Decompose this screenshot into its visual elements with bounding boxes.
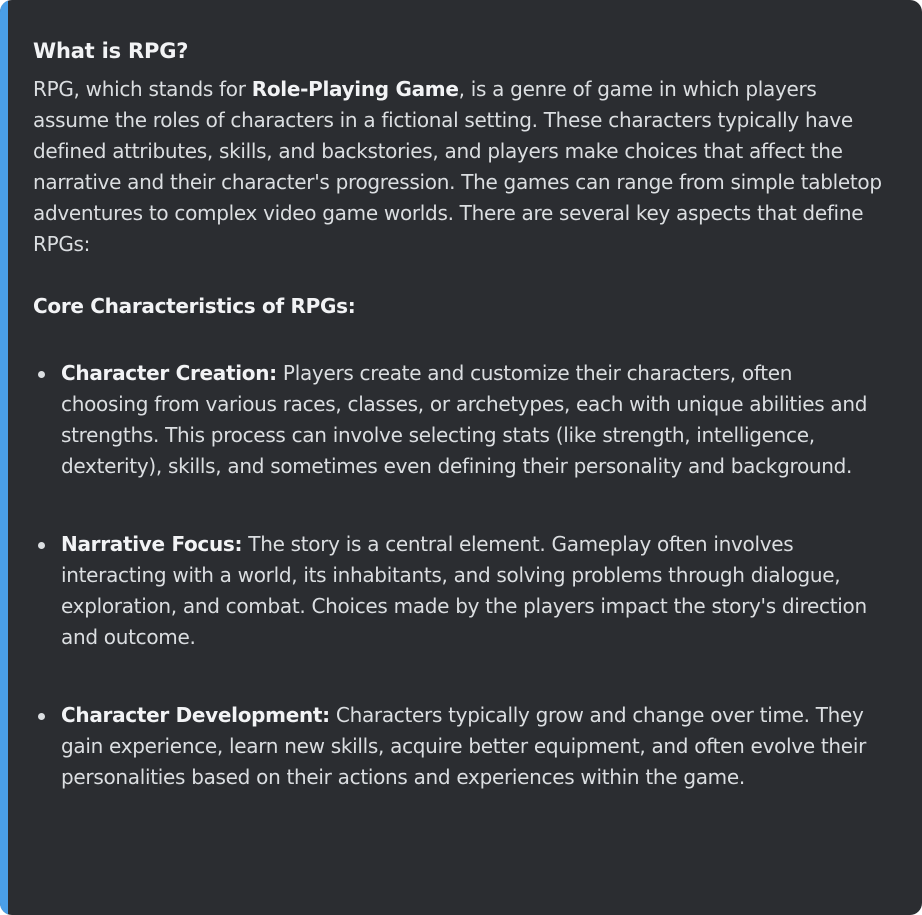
bullet-icon xyxy=(38,542,45,549)
embed-title: What is RPG? xyxy=(33,39,189,63)
list-item xyxy=(33,529,883,653)
list-item-text: The story is a central element. Gameplay often involves interacting with a world, its inhabitants, and solving problems through dialogue, exploration, and combat. Choices made by the players impact the story's direction and outcome. xyxy=(61,532,867,649)
characteristics-list xyxy=(33,358,883,793)
intro-paragraph xyxy=(33,74,883,260)
section-subheading: Core Characteristics of RPGs: xyxy=(33,294,356,318)
list-item-title: Character Development: xyxy=(61,703,330,727)
embed-content xyxy=(33,36,883,793)
list-item-title: Character Creation: xyxy=(61,361,277,385)
list-item-text: Characters typically grow and change over time. They gain experience, learn new skills, acquire better equipment, and often evolve their personalities based on their actions and experiences within the game. xyxy=(61,703,866,789)
intro-text-before: RPG, which stands for xyxy=(33,77,252,101)
list-item-text: Players create and customize their characters, often choosing from various races, classes, or archetypes, each with unique abilities and strengths. This process can involve selecting stats (like strength, intelligence, dexterity), skills, and sometimes even defining their personality and background. xyxy=(61,361,868,478)
intro-bold-term: Role-Playing Game xyxy=(251,77,459,101)
list-item-title: Narrative Focus: xyxy=(61,532,243,556)
list-item xyxy=(33,358,883,482)
bullet-icon xyxy=(38,371,45,378)
intro-text-after: , is a genre of game in which players assume the roles of characters in a fictional setting. These characters typically have defined attributes, skills, and backstories, and players make choices that affect the narrative and their character's progression. The games can range from simple tabletop adventures to complex video game worlds. There are several key aspects that define RPGs: xyxy=(33,77,882,256)
list-item xyxy=(33,700,883,793)
embed-accent-bar xyxy=(0,0,8,915)
bullet-icon xyxy=(38,713,45,720)
